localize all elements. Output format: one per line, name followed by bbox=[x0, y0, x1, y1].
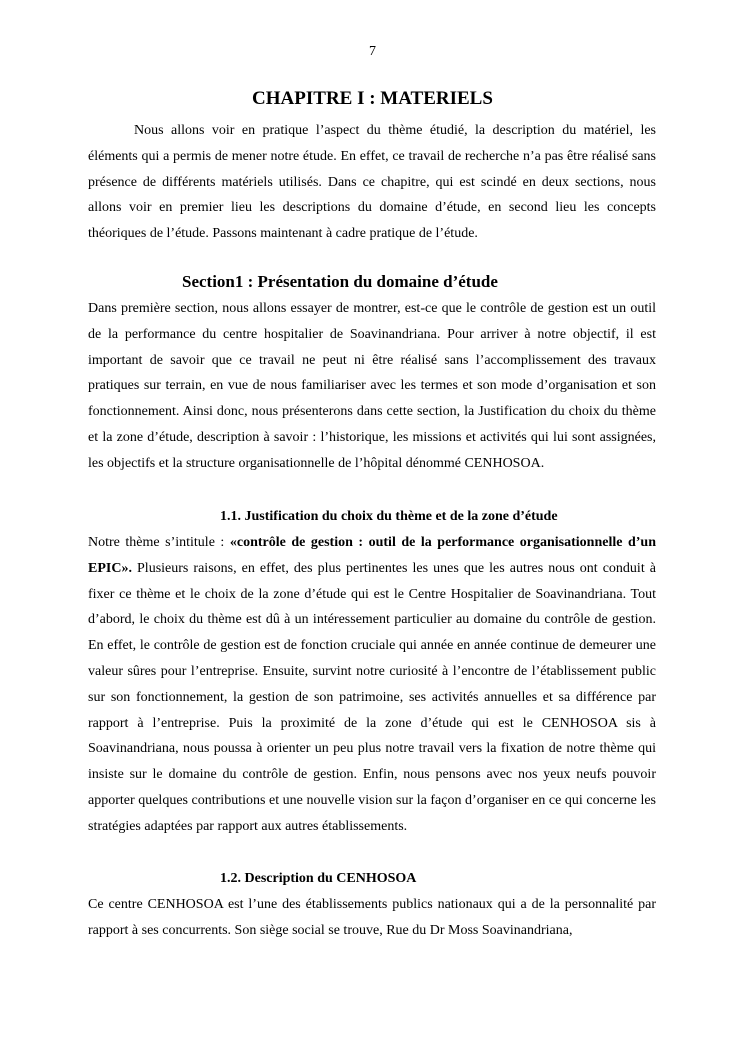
section1-paragraph: Dans première section, nous allons essayer de montrer, est-ce que le contrôle de gestion est un outil de la performance du centre hospitalier de Soavinandriana. Pour arriver à notre objectif, il est important de savoir que ce travail ne peut ni être réalisé sans l’accomplissement des travaux pratiques sur terrain, en vue de nous familiariser avec les termes et son mode d’organisation et son fonctionnement. Ainsi donc, nous présenterons dans cette section, la Justification du choix du thème et la zone d’étude, description à savoir : l’historique, les missions et activités qui lui sont assignées, les objectifs et la structure organisationnelle de l’hôpital dénommé CENHOSOA. bbox=[88, 301, 656, 471]
subsection-1-2-paragraph: Ce centre CENHOSOA est l’une des établissements publics nationaux qui a de la personnalité par rapport à ses concurrents. Son siège social se trouve, Rue du Dr Moss Soavinandriana, bbox=[88, 897, 656, 938]
theme-lead-text: Notre thème s’intitule : bbox=[88, 535, 230, 550]
subsection-1-1-title: 1.1. Justification du choix du thème et de la zone d’étude bbox=[220, 509, 558, 524]
theme-rest-text: Plusieurs raisons, en effet, des plus pertinentes les unes que les autres nous ont conduit à fixer ce thème et le choix de la zone d’étude qui est le Centre Hospitalier de Soavinandriana. Tout d’abord, le choix du thème est dû à un intéressement particulier au domaine du contrôle de gestion. En effet, le contrôle de gestion est de fonction cruciale qui année en année continue de demeurer une valeur sûres pour l’entreprise. Ensuite, survint notre curiosité à l’encontre de l’établissement public sur son fonctionnement, la gestion de son patrimoine, ses activités annuelles et sa différence par rapport à l’entreprise. Puis la proximité de la zone d’étude qui est le CENHOSOA sis à Soavinandriana, nous poussa à orienter un peu plus notre travail vers la fixation de notre thème qui insiste sur le domaine du contrôle de gestion. Enfin, nous pensons avec nos yeux neufs pouvoir apporter quelques contributions et une nouvelle vision sur la façon d’organiser en ce qui concerne les stratégies adaptées par rapport aux autres établissements. bbox=[88, 560, 656, 834]
section1-title: Section1 : Présentation du domaine d’étude bbox=[182, 272, 498, 291]
page-number: 7 bbox=[369, 44, 376, 59]
intro-paragraph: Nous allons voir en pratique l’aspect du thème étudié, la description du matériel, les éléments qui a permis de mener notre étude. En effet, ce travail de recherche n’a pas être réalisé sans présence de différents matériels utilisés. Dans ce chapitre, qui est scindé en deux sections, nous allons voir en premier lieu les descriptions du domaine d’étude, en second lieu les concepts théoriques de l’étude. Passons maintenant à cadre pratique de l’étude. bbox=[88, 123, 656, 242]
subsection-1-1-paragraph bbox=[88, 530, 656, 840]
chapter-title: CHAPITRE I : MATERIELS bbox=[252, 88, 493, 109]
theme-title-bold: «contrôle de gestion : outil de la performance organisationnelle d’un EPIC». bbox=[88, 535, 657, 576]
subsection-1-2-title: 1.2. Description du CENHOSOA bbox=[220, 871, 417, 886]
